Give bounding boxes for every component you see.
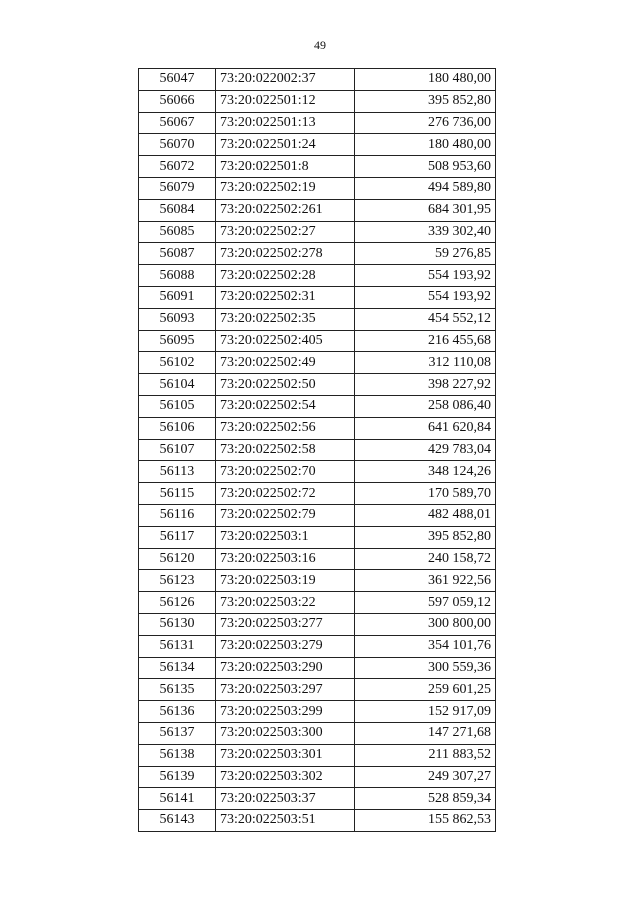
cadastral-number-cell: 73:20:022503:16 bbox=[216, 548, 355, 570]
cadastral-number-cell: 73:20:022503:297 bbox=[216, 679, 355, 701]
cadastral-number-cell: 73:20:022502:27 bbox=[216, 221, 355, 243]
cadastral-number-cell: 73:20:022501:24 bbox=[216, 134, 355, 156]
value-cell: 482 488,01 bbox=[355, 504, 496, 526]
row-id-cell: 56126 bbox=[139, 592, 216, 614]
cadastral-number-cell: 73:20:022503:277 bbox=[216, 613, 355, 635]
row-id-cell: 56138 bbox=[139, 744, 216, 766]
table-row bbox=[139, 679, 496, 701]
value-cell: 259 601,25 bbox=[355, 679, 496, 701]
table-row bbox=[139, 526, 496, 548]
value-cell: 494 589,80 bbox=[355, 177, 496, 199]
row-id-cell: 56079 bbox=[139, 177, 216, 199]
row-id-cell: 56093 bbox=[139, 308, 216, 330]
cadastral-number-cell: 73:20:022502:278 bbox=[216, 243, 355, 265]
table-row bbox=[139, 483, 496, 505]
table-row bbox=[139, 722, 496, 744]
cadastral-number-cell: 73:20:022502:70 bbox=[216, 461, 355, 483]
table-row bbox=[139, 308, 496, 330]
table-row bbox=[139, 439, 496, 461]
value-cell: 258 086,40 bbox=[355, 395, 496, 417]
table-row bbox=[139, 701, 496, 723]
cadastral-number-cell: 73:20:022502:49 bbox=[216, 352, 355, 374]
value-cell: 216 455,68 bbox=[355, 330, 496, 352]
value-cell: 454 552,12 bbox=[355, 308, 496, 330]
table-row bbox=[139, 177, 496, 199]
row-id-cell: 56115 bbox=[139, 483, 216, 505]
value-cell: 395 852,80 bbox=[355, 90, 496, 112]
cadastral-number-cell: 73:20:022503:37 bbox=[216, 788, 355, 810]
value-cell: 354 101,76 bbox=[355, 635, 496, 657]
row-id-cell: 56136 bbox=[139, 701, 216, 723]
cadastral-number-cell: 73:20:022503:279 bbox=[216, 635, 355, 657]
table-row bbox=[139, 199, 496, 221]
row-id-cell: 56091 bbox=[139, 286, 216, 308]
cadastral-number-cell: 73:20:022501:8 bbox=[216, 156, 355, 178]
table-row bbox=[139, 374, 496, 396]
cadastral-number-cell: 73:20:022503:300 bbox=[216, 722, 355, 744]
value-cell: 339 302,40 bbox=[355, 221, 496, 243]
value-cell: 147 271,68 bbox=[355, 722, 496, 744]
row-id-cell: 56095 bbox=[139, 330, 216, 352]
cadastral-number-cell: 73:20:022503:19 bbox=[216, 570, 355, 592]
page-number: 49 bbox=[314, 38, 326, 52]
value-cell: 249 307,27 bbox=[355, 766, 496, 788]
value-cell: 300 559,36 bbox=[355, 657, 496, 679]
cadastral-number-cell: 73:20:022502:31 bbox=[216, 286, 355, 308]
value-cell: 300 800,00 bbox=[355, 613, 496, 635]
row-id-cell: 56104 bbox=[139, 374, 216, 396]
row-id-cell: 56072 bbox=[139, 156, 216, 178]
cadastral-number-cell: 73:20:022502:35 bbox=[216, 308, 355, 330]
cadastral-number-cell: 73:20:022502:405 bbox=[216, 330, 355, 352]
cadastral-number-cell: 73:20:022501:12 bbox=[216, 90, 355, 112]
row-id-cell: 56117 bbox=[139, 526, 216, 548]
value-cell: 211 883,52 bbox=[355, 744, 496, 766]
row-id-cell: 56137 bbox=[139, 722, 216, 744]
row-id-cell: 56123 bbox=[139, 570, 216, 592]
row-id-cell: 56085 bbox=[139, 221, 216, 243]
cadastral-number-cell: 73:20:022503:51 bbox=[216, 810, 355, 832]
cadastral-number-cell: 73:20:022503:299 bbox=[216, 701, 355, 723]
row-id-cell: 56084 bbox=[139, 199, 216, 221]
value-cell: 312 110,08 bbox=[355, 352, 496, 374]
table-row bbox=[139, 395, 496, 417]
table-row bbox=[139, 461, 496, 483]
table-row bbox=[139, 330, 496, 352]
value-cell: 180 480,00 bbox=[355, 134, 496, 156]
value-cell: 348 124,26 bbox=[355, 461, 496, 483]
value-cell: 170 589,70 bbox=[355, 483, 496, 505]
value-cell: 155 862,53 bbox=[355, 810, 496, 832]
row-id-cell: 56143 bbox=[139, 810, 216, 832]
cadastral-number-cell: 73:20:022502:28 bbox=[216, 265, 355, 287]
cadastral-number-cell: 73:20:022503:301 bbox=[216, 744, 355, 766]
row-id-cell: 56130 bbox=[139, 613, 216, 635]
cadastral-number-cell: 73:20:022002:37 bbox=[216, 69, 355, 91]
cadastral-number-cell: 73:20:022502:56 bbox=[216, 417, 355, 439]
table-row bbox=[139, 744, 496, 766]
row-id-cell: 56047 bbox=[139, 69, 216, 91]
cadastral-number-cell: 73:20:022503:1 bbox=[216, 526, 355, 548]
cadastral-number-cell: 73:20:022502:50 bbox=[216, 374, 355, 396]
table-row bbox=[139, 635, 496, 657]
table-row bbox=[139, 265, 496, 287]
row-id-cell: 56134 bbox=[139, 657, 216, 679]
table-row bbox=[139, 134, 496, 156]
row-id-cell: 56087 bbox=[139, 243, 216, 265]
table-row bbox=[139, 810, 496, 832]
value-cell: 398 227,92 bbox=[355, 374, 496, 396]
row-id-cell: 56106 bbox=[139, 417, 216, 439]
row-id-cell: 56107 bbox=[139, 439, 216, 461]
cadastral-number-cell: 73:20:022502:261 bbox=[216, 199, 355, 221]
row-id-cell: 56067 bbox=[139, 112, 216, 134]
row-id-cell: 56139 bbox=[139, 766, 216, 788]
value-cell: 508 953,60 bbox=[355, 156, 496, 178]
table-row bbox=[139, 570, 496, 592]
value-cell: 180 480,00 bbox=[355, 69, 496, 91]
cadastral-number-cell: 73:20:022502:72 bbox=[216, 483, 355, 505]
cadastral-number-cell: 73:20:022502:58 bbox=[216, 439, 355, 461]
registry-table bbox=[138, 68, 496, 832]
cadastral-number-cell: 73:20:022502:79 bbox=[216, 504, 355, 526]
table-row bbox=[139, 788, 496, 810]
row-id-cell: 56131 bbox=[139, 635, 216, 657]
row-id-cell: 56102 bbox=[139, 352, 216, 374]
cadastral-number-cell: 73:20:022503:22 bbox=[216, 592, 355, 614]
cadastral-number-cell: 73:20:022502:19 bbox=[216, 177, 355, 199]
value-cell: 641 620,84 bbox=[355, 417, 496, 439]
table-row bbox=[139, 112, 496, 134]
row-id-cell: 56088 bbox=[139, 265, 216, 287]
table-row bbox=[139, 352, 496, 374]
table-row bbox=[139, 766, 496, 788]
row-id-cell: 56116 bbox=[139, 504, 216, 526]
value-cell: 152 917,09 bbox=[355, 701, 496, 723]
row-id-cell: 56141 bbox=[139, 788, 216, 810]
row-id-cell: 56135 bbox=[139, 679, 216, 701]
table-row bbox=[139, 286, 496, 308]
row-id-cell: 56120 bbox=[139, 548, 216, 570]
table-row bbox=[139, 69, 496, 91]
value-cell: 429 783,04 bbox=[355, 439, 496, 461]
cadastral-number-cell: 73:20:022503:290 bbox=[216, 657, 355, 679]
row-id-cell: 56113 bbox=[139, 461, 216, 483]
value-cell: 59 276,85 bbox=[355, 243, 496, 265]
value-cell: 276 736,00 bbox=[355, 112, 496, 134]
cadastral-number-cell: 73:20:022502:54 bbox=[216, 395, 355, 417]
value-cell: 597 059,12 bbox=[355, 592, 496, 614]
table-row bbox=[139, 548, 496, 570]
cadastral-number-cell: 73:20:022503:302 bbox=[216, 766, 355, 788]
table-row bbox=[139, 504, 496, 526]
value-cell: 554 193,92 bbox=[355, 286, 496, 308]
table-row bbox=[139, 90, 496, 112]
registry-table-body bbox=[139, 69, 496, 832]
value-cell: 528 859,34 bbox=[355, 788, 496, 810]
table-row bbox=[139, 243, 496, 265]
value-cell: 361 922,56 bbox=[355, 570, 496, 592]
cadastral-number-cell: 73:20:022501:13 bbox=[216, 112, 355, 134]
value-cell: 240 158,72 bbox=[355, 548, 496, 570]
row-id-cell: 56066 bbox=[139, 90, 216, 112]
value-cell: 684 301,95 bbox=[355, 199, 496, 221]
table-row bbox=[139, 221, 496, 243]
row-id-cell: 56070 bbox=[139, 134, 216, 156]
value-cell: 554 193,92 bbox=[355, 265, 496, 287]
table-row bbox=[139, 156, 496, 178]
table-row bbox=[139, 657, 496, 679]
table-row bbox=[139, 592, 496, 614]
table-row bbox=[139, 417, 496, 439]
value-cell: 395 852,80 bbox=[355, 526, 496, 548]
table-row bbox=[139, 613, 496, 635]
row-id-cell: 56105 bbox=[139, 395, 216, 417]
